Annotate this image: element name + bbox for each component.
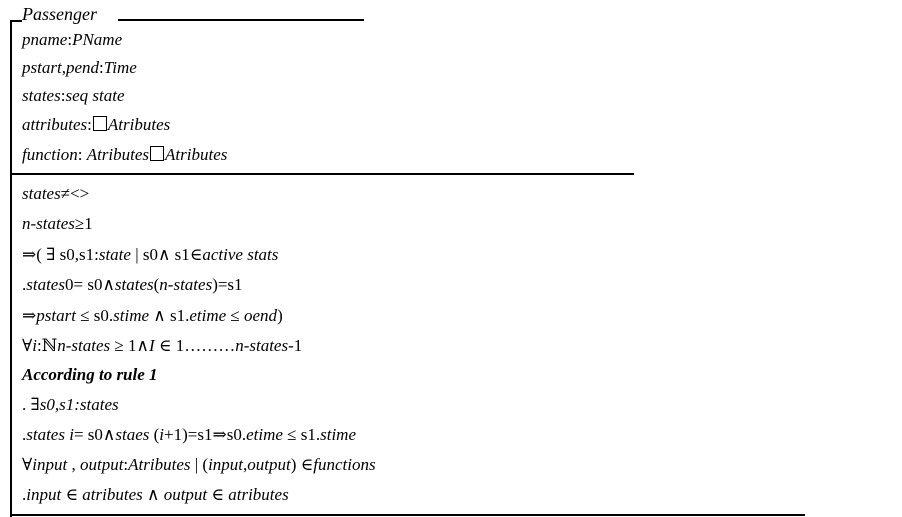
schema-bottom-rule bbox=[10, 514, 805, 516]
schema-header-line bbox=[118, 19, 364, 21]
predicate-states-bounds: .states0= s0∧states(n-states)=s1 bbox=[22, 275, 243, 294]
predicate-exists-active: ⇒( ∃ s0,s1:state | s0∧ s1∈active stats bbox=[22, 245, 279, 264]
predicate-forall-input-output: ∀input , output:Atributes | (input,output) ∈functions bbox=[22, 455, 376, 474]
predicate-time-range: ⇒pstart ≤ s0.stime ∧ s1.etime ≤ oend) bbox=[22, 306, 283, 325]
predicate-exists-s0-s1: . ∃s0,s1:states bbox=[22, 395, 119, 414]
predicate-n-states: n-states≥1 bbox=[22, 214, 93, 233]
schema-header-tick bbox=[10, 20, 22, 22]
declaration-attributes: attributes: Atributes bbox=[22, 115, 171, 134]
declaration-states: states:seq state bbox=[22, 86, 125, 105]
predicate-states-nonempty: states≠<> bbox=[22, 184, 90, 203]
schema-left-border bbox=[10, 20, 12, 517]
predicate-forall-i: ∀i:ℕn-states ≥ 1∧I ∈ 1………n-states-1 bbox=[22, 336, 303, 355]
missing-glyph-box bbox=[150, 146, 164, 161]
declaration-pstart-pend: pstart,pend:Time bbox=[22, 58, 137, 77]
missing-glyph-box bbox=[93, 116, 107, 131]
declaration-pname: pname:PName bbox=[22, 30, 123, 49]
predicate-state-order: .states i= s0∧staes (i+1)=s1⇒s0.etime ≤ s1.stime bbox=[22, 425, 356, 444]
schema-divider bbox=[10, 173, 634, 175]
schema-title: Passenger bbox=[22, 4, 97, 24]
predicate-input-output-membership: .input ∈ atributes ∧ output ∈ atributes bbox=[22, 485, 289, 504]
declaration-function: function: Atributes Atributes bbox=[22, 145, 228, 164]
rule-heading: According to rule 1 bbox=[22, 365, 158, 384]
